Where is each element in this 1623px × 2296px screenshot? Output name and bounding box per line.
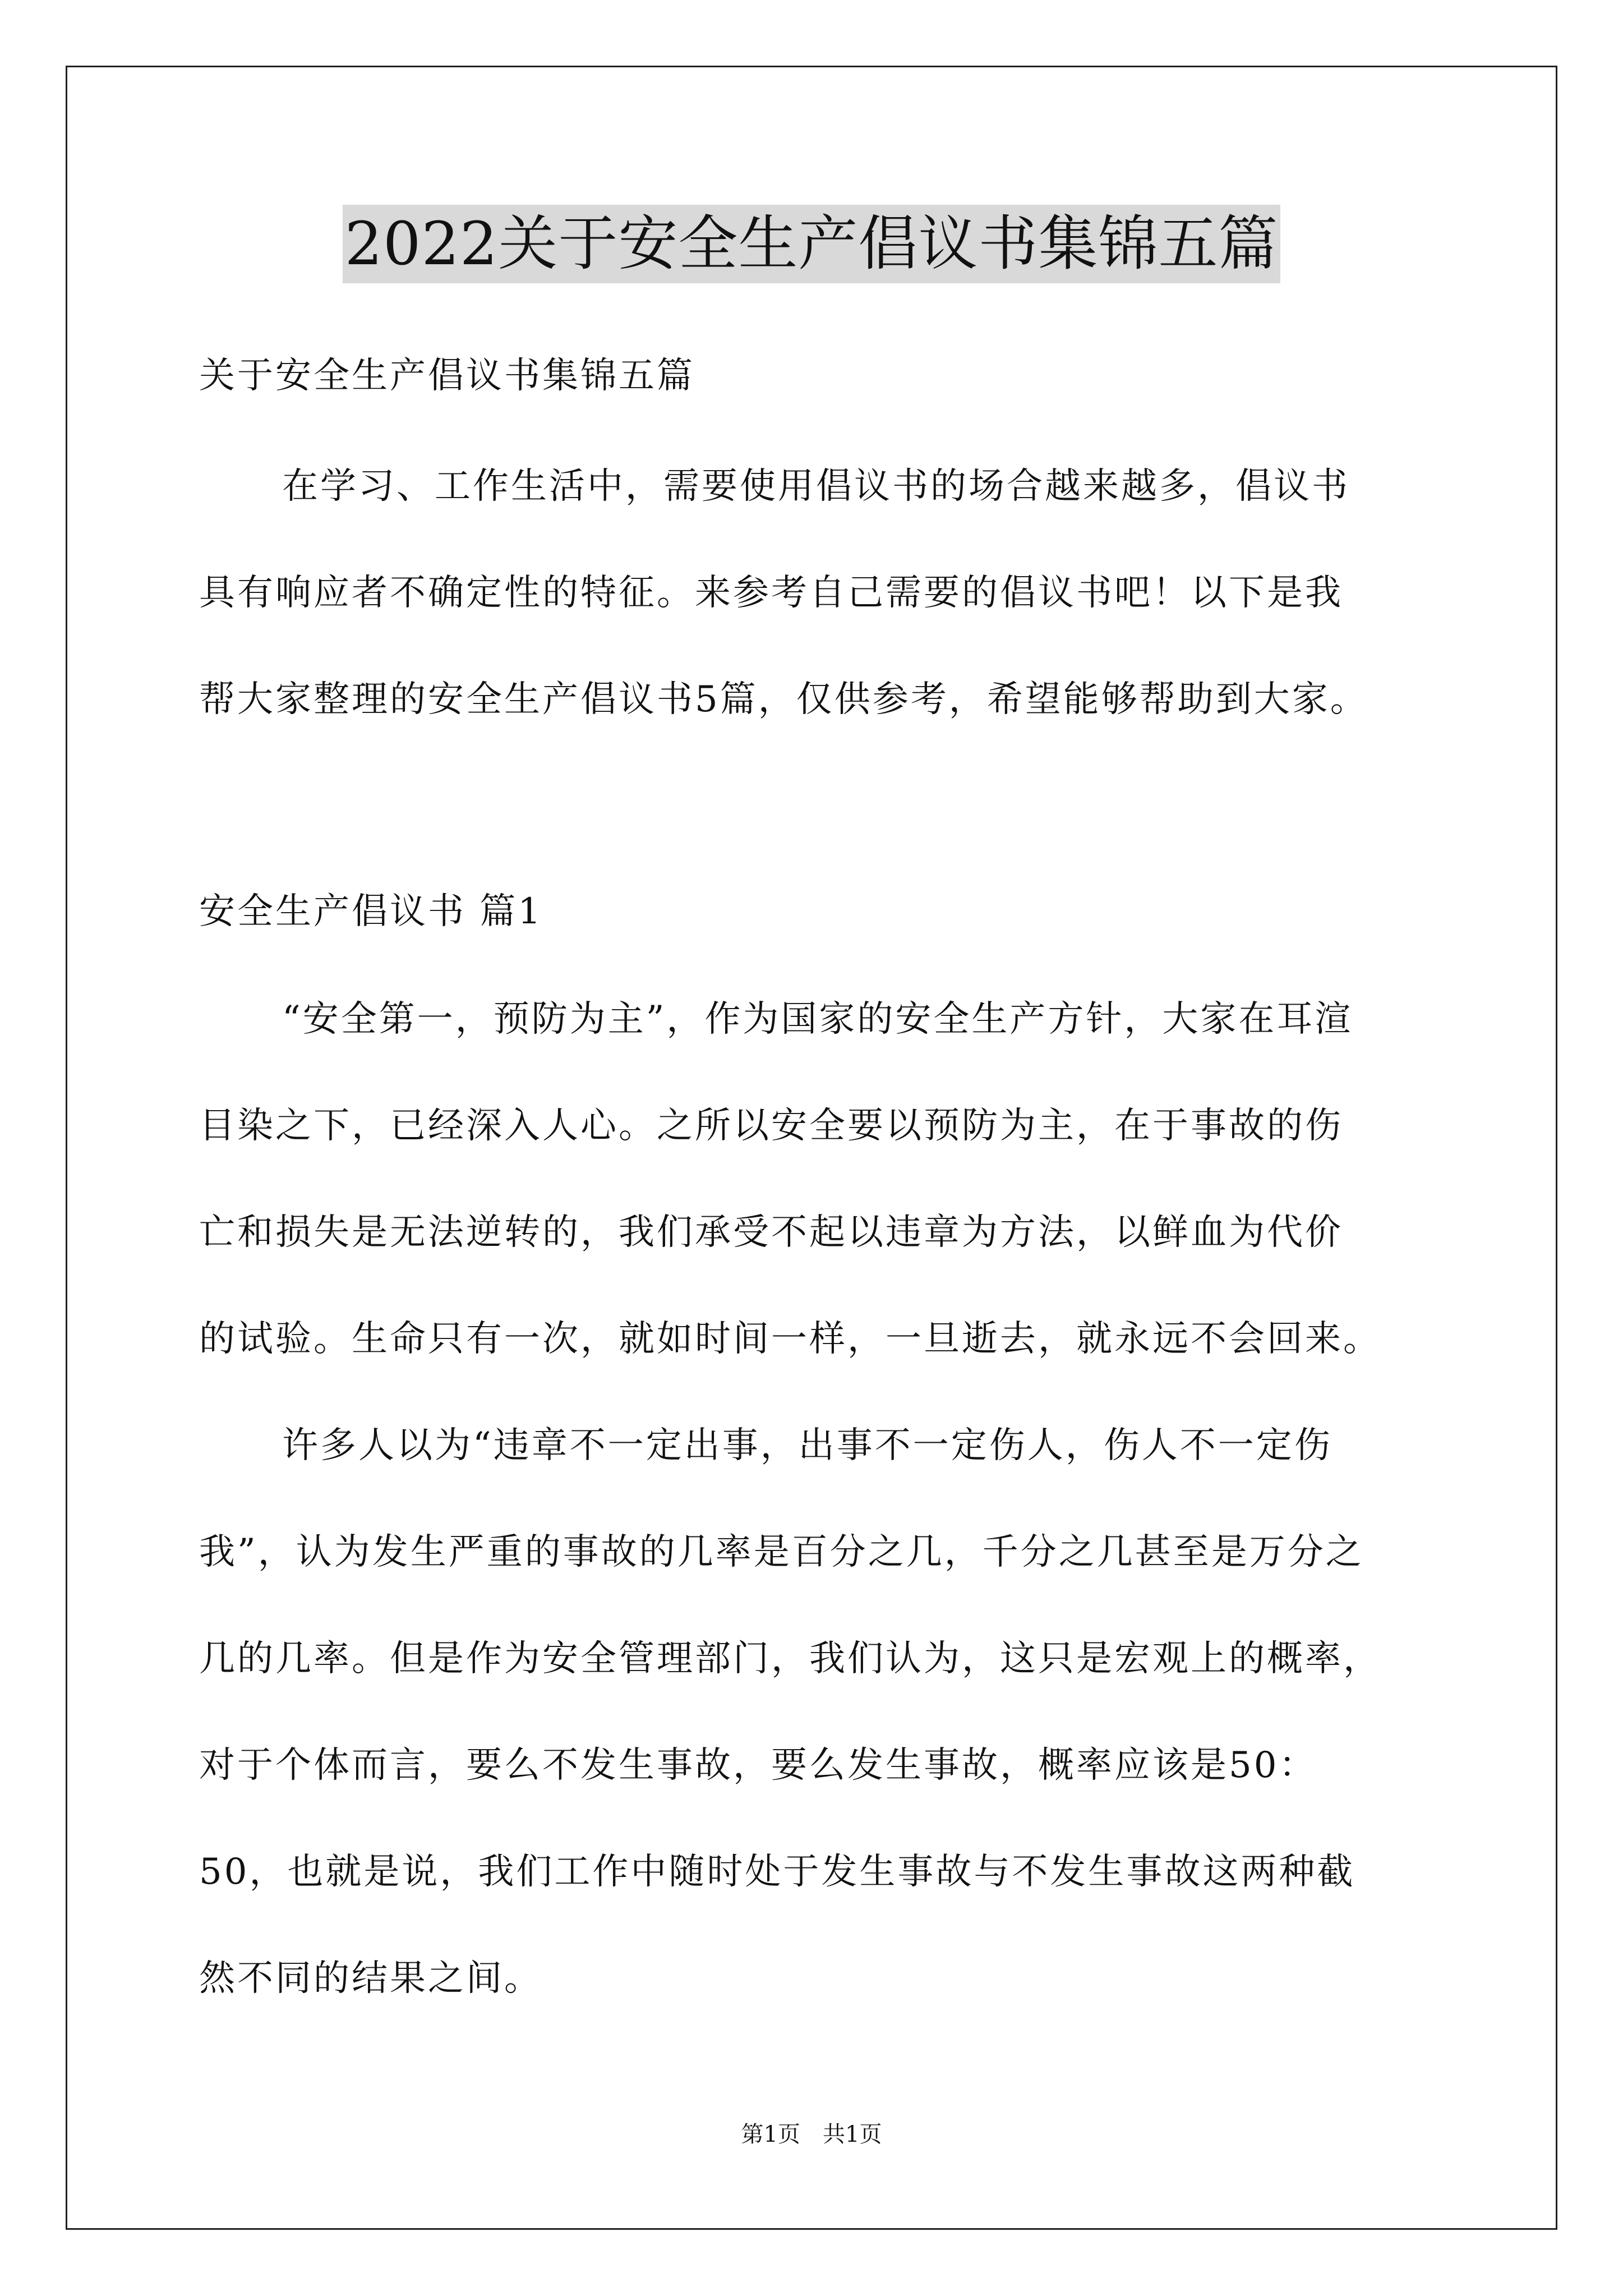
paragraph-line: 我”，认为发生严重的事故的几率是百分之几，千分之几甚至是万分之 (199, 1531, 1364, 1573)
paragraph-line: 然不同的结果之间。 (199, 1958, 542, 1999)
paragraph-line: 亡和损失是无法逆转的，我们承受不起以违章为方法，以鲜血为代价 (199, 1212, 1343, 1253)
paragraph-line: 对于个体而言，要么不发生事故，要么发生事故，概率应该是50： (199, 1745, 1317, 1786)
paragraph-line: 的试验。生命只有一次，就如时间一样，一旦逝去，就永远不会回来。 (199, 1318, 1381, 1360)
paragraph-line: 目染之下，已经深入人心。之所以安全要以预防为主，在于事故的伤 (199, 1105, 1343, 1147)
subtitle: 关于安全生产倡议书集锦五篇 (199, 355, 695, 397)
title-container (0, 205, 1623, 283)
paragraph-line: 几的几率。但是作为安全管理部门，我们认为，这只是宏观上的概率， (199, 1638, 1381, 1680)
intro-line: 帮大家整理的安全生产倡议书5篇，仅供参考，希望能够帮助到大家。 (199, 679, 1368, 720)
paragraph-line: 50，也就是说，我们工作中随时处于发生事故与不发生事故这两种截 (199, 1851, 1355, 1893)
page-footer: 第1页 共1页 (741, 2122, 882, 2147)
paragraph-line: “安全第一，预防为主”，作为国家的安全生产方针，大家在耳渲 (282, 999, 1353, 1040)
document-title: 2022关于安全生产倡议书集锦五篇 (343, 205, 1281, 283)
paragraph-line: 许多人以为“违章不一定出事，出事不一定伤人，伤人不一定伤 (282, 1425, 1332, 1466)
section-heading: 安全生产倡议书 篇1 (199, 891, 543, 932)
intro-line: 在学习、工作生活中，需要使用倡议书的场合越来越多，倡议书 (282, 466, 1350, 507)
intro-line: 具有响应者不确定性的特征。来参考自己需要的倡议书吧！以下是我 (199, 572, 1343, 614)
